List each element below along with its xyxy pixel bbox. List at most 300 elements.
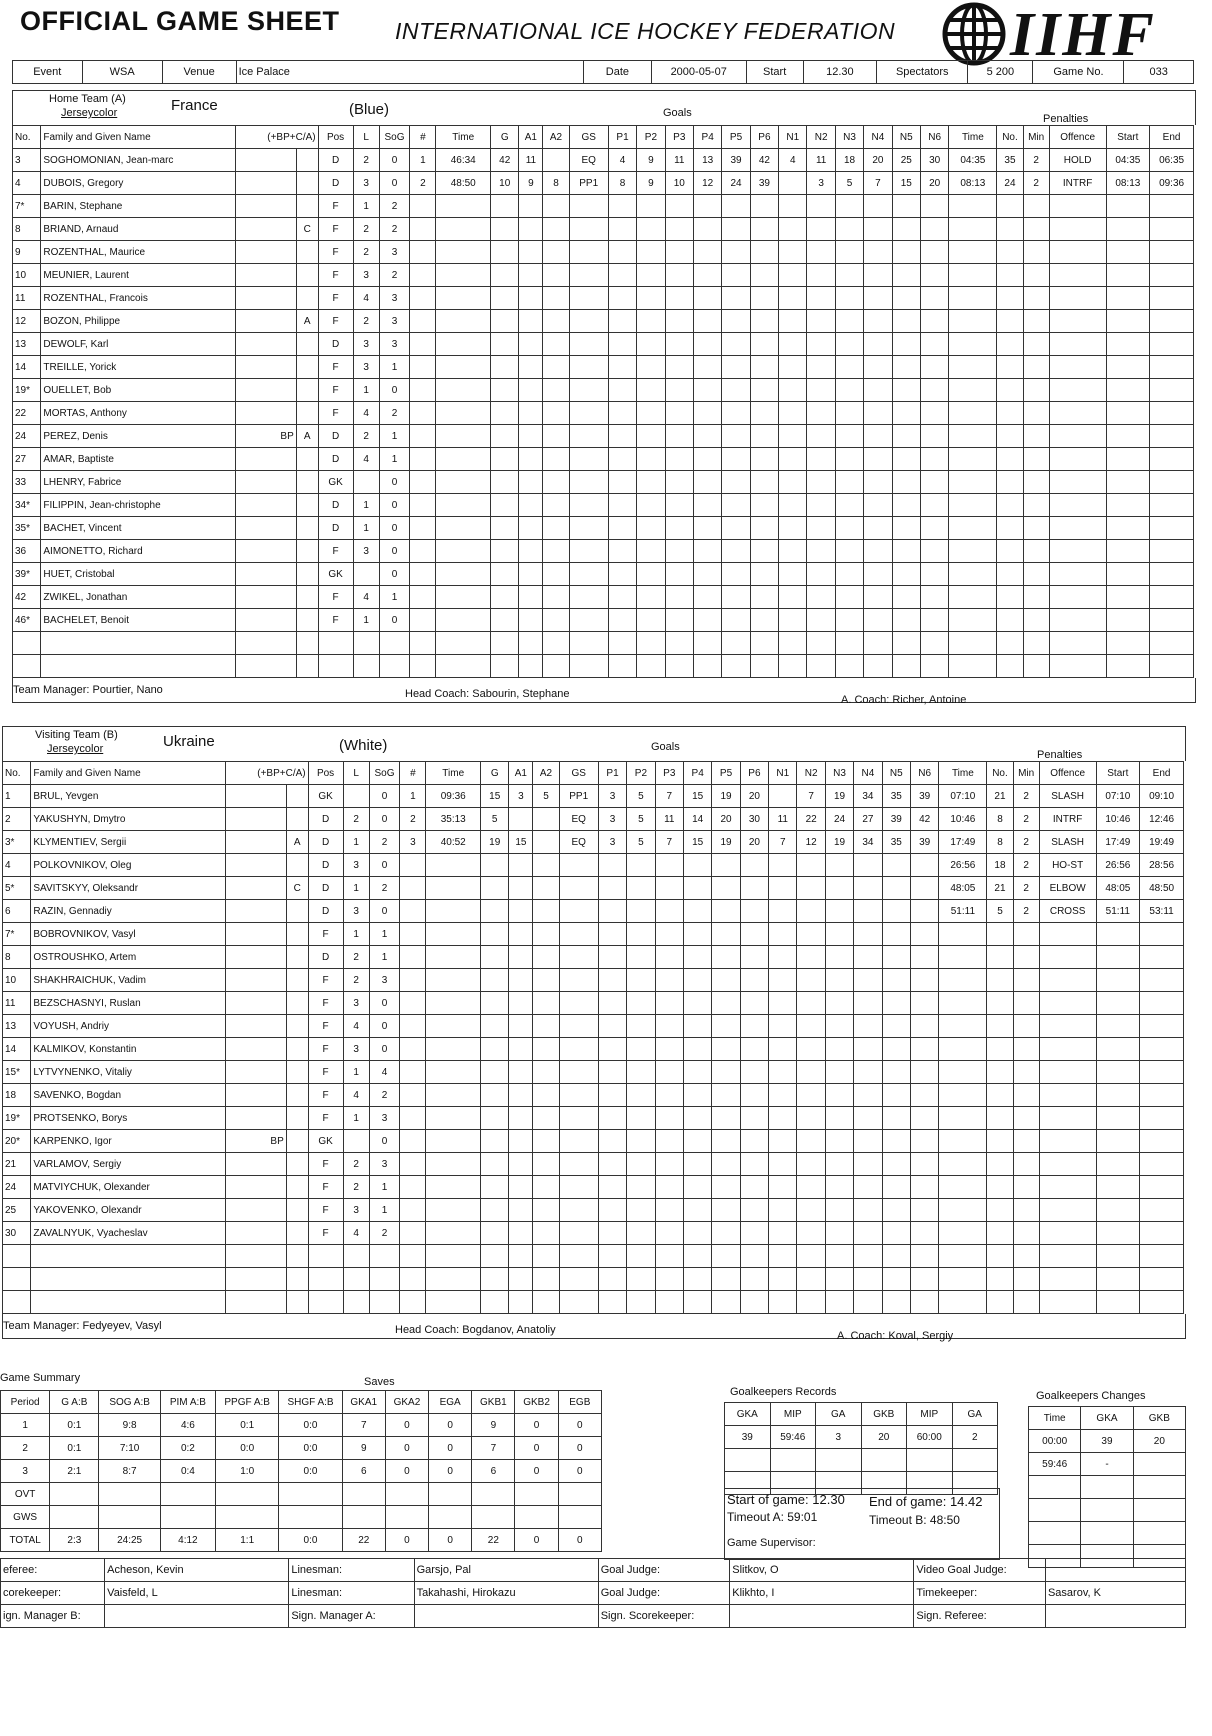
goal-cell <box>665 563 693 586</box>
goal-cell <box>920 356 948 379</box>
goal-cell <box>882 1291 910 1314</box>
goal-cell <box>854 1153 882 1176</box>
summary-cell: 6 <box>472 1460 515 1483</box>
gk-changes-cell <box>1133 1476 1185 1499</box>
goal-cell <box>797 969 825 992</box>
summary-header-8: EGA <box>429 1391 472 1414</box>
goal-cell <box>410 287 436 310</box>
goal-cell <box>797 877 825 900</box>
penalty-cell <box>1039 1130 1096 1153</box>
penalty-cell: INTRF <box>1039 808 1096 831</box>
player-line <box>343 1245 369 1268</box>
summary-header-7: GKA2 <box>385 1391 428 1414</box>
table-row <box>13 195 1194 218</box>
penalty-cell <box>997 471 1023 494</box>
gk-changes-cell: 20 <box>1133 1430 1185 1453</box>
goal-cell <box>825 1268 853 1291</box>
goal-cell <box>410 563 436 586</box>
goal-cell <box>722 195 750 218</box>
penalty-cell <box>949 379 997 402</box>
goal-cell <box>769 900 797 923</box>
goal-cell <box>491 540 519 563</box>
goal-cell <box>400 946 426 969</box>
goal-cell <box>569 379 608 402</box>
player-pos: F <box>308 992 343 1015</box>
player-line: 1 <box>343 831 369 854</box>
goal-cell <box>569 195 608 218</box>
penalty-cell <box>987 1199 1013 1222</box>
player-line: 2 <box>343 969 369 992</box>
summary-cell <box>342 1506 385 1529</box>
player-ca: A <box>296 425 318 448</box>
goal-cell <box>920 563 948 586</box>
col-header-goal-7: P2 <box>637 126 665 149</box>
goal-cell <box>825 877 853 900</box>
goal-cell <box>665 471 693 494</box>
header-row <box>1 1391 602 1414</box>
summary-cell: 0 <box>558 1437 601 1460</box>
player-name: DUBOIS, Gregory <box>41 172 235 195</box>
penalty-cell: 09:36 <box>1150 172 1194 195</box>
col-header-goal-0: # <box>400 762 426 785</box>
goal-cell <box>693 540 721 563</box>
penalty-cell <box>997 379 1023 402</box>
player-name: LHENRY, Fabrice <box>41 471 235 494</box>
sign-manager-b-label: ign. Manager B: <box>1 1605 105 1628</box>
goal-cell <box>864 264 892 287</box>
goal-cell <box>882 1176 910 1199</box>
goal-cell <box>608 494 636 517</box>
goal-cell <box>665 218 693 241</box>
penalty-cell <box>1106 195 1150 218</box>
summary-cell: 0 <box>385 1529 428 1552</box>
goal-cell <box>797 1222 825 1245</box>
goal-cell <box>410 448 436 471</box>
penalty-cell <box>1023 609 1049 632</box>
goal-cell <box>693 655 721 678</box>
visitor-jersey-color: (White) <box>339 737 388 754</box>
penalty-cell <box>1023 218 1049 241</box>
penalty-cell <box>1106 655 1150 678</box>
table-row <box>3 785 1184 808</box>
goal-cell <box>436 402 491 425</box>
player-ca <box>286 1199 308 1222</box>
penalty-cell <box>1140 1245 1184 1268</box>
goal-cell <box>491 425 519 448</box>
summary-cell: 0:1 <box>216 1414 279 1437</box>
sign-referee-label: Sign. Referee: <box>914 1605 1046 1628</box>
event-info-table <box>12 60 1194 84</box>
goal-cell <box>825 946 853 969</box>
goal-cell <box>519 448 543 471</box>
goal-cell <box>665 517 693 540</box>
goal-cell <box>426 969 481 992</box>
goal-cell <box>683 969 711 992</box>
goal-cell: 39 <box>910 831 938 854</box>
goal-cell: 10 <box>665 172 693 195</box>
player-line: 4 <box>353 448 379 471</box>
player-sog: 0 <box>379 609 410 632</box>
goal-cell <box>598 1176 626 1199</box>
goal-cell <box>920 379 948 402</box>
goal-cell <box>797 1084 825 1107</box>
summary-header-5: SHGF A:B <box>279 1391 342 1414</box>
summary-cell <box>429 1483 472 1506</box>
goal-cell <box>400 1291 426 1314</box>
header-row <box>725 1403 998 1426</box>
gk-changes-cell: - <box>1081 1453 1133 1476</box>
goal-cell <box>693 333 721 356</box>
summary-cell: 0:0 <box>279 1414 342 1437</box>
col-header-name: Family and Given Name <box>31 762 225 785</box>
player-number: 24 <box>13 425 41 448</box>
goal-cell <box>559 1130 598 1153</box>
goal-cell <box>637 655 665 678</box>
goal-cell <box>854 1245 882 1268</box>
summary-cell: 0 <box>429 1460 472 1483</box>
player-pos: F <box>308 1015 343 1038</box>
penalty-cell <box>939 923 987 946</box>
penalty-cell: SLASH <box>1039 785 1096 808</box>
summary-cell: 3 <box>1 1460 50 1483</box>
goal-cell <box>559 1015 598 1038</box>
home-jersey-color: (Blue) <box>349 101 390 118</box>
col-header-goal-9: P4 <box>693 126 721 149</box>
penalty-cell: HOLD <box>1049 149 1106 172</box>
goal-cell <box>882 1222 910 1245</box>
col-header-name: Family and Given Name <box>41 126 235 149</box>
penalty-cell <box>1106 425 1150 448</box>
goal-cell <box>637 379 665 402</box>
goal-cell <box>637 264 665 287</box>
goal-cell <box>722 287 750 310</box>
goal-cell <box>740 1291 768 1314</box>
goal-cell <box>769 1245 797 1268</box>
goal-cell <box>569 333 608 356</box>
goal-cell <box>481 946 509 969</box>
summary-cell: 0 <box>515 1414 558 1437</box>
goal-cell <box>797 1015 825 1038</box>
officials-table <box>0 1558 1186 1628</box>
goal-cell: 19 <box>481 831 509 854</box>
player-number: 2 <box>3 808 31 831</box>
summary-header-2: SOG A:B <box>99 1391 160 1414</box>
col-header-goal-4: A2 <box>533 762 559 785</box>
player-line: 4 <box>343 1084 369 1107</box>
goal-cell <box>892 310 920 333</box>
player-ca <box>296 448 318 471</box>
goal-cell <box>410 310 436 333</box>
goal-cell: 19 <box>825 831 853 854</box>
penalty-cell <box>1150 448 1194 471</box>
penalty-cell <box>939 1199 987 1222</box>
goal-cell <box>543 402 569 425</box>
start-value: 12.30 <box>803 61 877 84</box>
table-row <box>3 1107 1184 1130</box>
penalty-cell <box>1023 195 1049 218</box>
goal-cell <box>797 992 825 1015</box>
goal-cell <box>655 1084 683 1107</box>
penalty-cell <box>939 992 987 1015</box>
table-row <box>3 1268 1184 1291</box>
goal-cell <box>436 356 491 379</box>
home-penalties-title: Penalties <box>1043 113 1089 125</box>
goal-cell <box>722 218 750 241</box>
player-bp <box>235 402 296 425</box>
goal-cell <box>637 425 665 448</box>
goal-cell <box>655 969 683 992</box>
goal-cell <box>543 632 569 655</box>
penalty-cell <box>1049 586 1106 609</box>
goal-cell <box>509 1176 533 1199</box>
goal-cell <box>769 1130 797 1153</box>
player-line: 1 <box>353 517 379 540</box>
goal-cell <box>740 1176 768 1199</box>
summary-cell: 0 <box>429 1437 472 1460</box>
goal-cell <box>436 494 491 517</box>
penalty-cell <box>1039 923 1096 946</box>
goal-cell <box>608 425 636 448</box>
player-pos: F <box>308 1061 343 1084</box>
table-row <box>3 923 1184 946</box>
goal-cell <box>608 540 636 563</box>
goal-cell: 4 <box>608 149 636 172</box>
col-header-sog: SoG <box>369 762 400 785</box>
goal-cell <box>835 471 863 494</box>
penalty-cell <box>997 540 1023 563</box>
goal-cell <box>481 854 509 877</box>
penalty-cell: 19:49 <box>1140 831 1184 854</box>
goal-cell <box>665 195 693 218</box>
player-sog: 3 <box>379 333 410 356</box>
penalty-cell <box>1096 1038 1140 1061</box>
summary-cell: 0:4 <box>160 1460 215 1483</box>
goal-cell <box>864 540 892 563</box>
goal-cell <box>509 808 533 831</box>
player-name: SOGHOMONIAN, Jean-marc <box>41 149 235 172</box>
goal-cell <box>920 264 948 287</box>
penalty-cell <box>1013 1245 1039 1268</box>
goal-cell <box>598 1061 626 1084</box>
gk-changes-header-1: GKA <box>1081 1407 1133 1430</box>
table-row <box>3 992 1184 1015</box>
goal-cell <box>665 425 693 448</box>
player-number: 7* <box>13 195 41 218</box>
table-row <box>1 1506 602 1529</box>
goal-cell <box>892 655 920 678</box>
penalty-cell <box>949 448 997 471</box>
game-supervisor: Game Supervisor: <box>727 1537 816 1549</box>
penalty-cell <box>1039 1291 1096 1314</box>
goal-cell <box>655 1153 683 1176</box>
col-header-goal-17: N6 <box>910 762 938 785</box>
sign-scorekeeper-label: Sign. Scorekeeper: <box>598 1605 730 1628</box>
table-row <box>3 1038 1184 1061</box>
penalty-cell <box>1023 655 1049 678</box>
player-pos <box>308 1245 343 1268</box>
penalty-cell: 10:46 <box>939 808 987 831</box>
player-bp <box>225 1038 286 1061</box>
penalty-cell <box>1140 1084 1184 1107</box>
home-head-coach: Head Coach: Sabourin, Stephane <box>405 688 570 700</box>
player-pos: F <box>318 287 353 310</box>
penalty-cell <box>1049 333 1106 356</box>
player-sog <box>379 632 410 655</box>
summary-cell: 1:1 <box>216 1529 279 1552</box>
goal-cell <box>509 1084 533 1107</box>
goal-cell <box>627 1061 655 1084</box>
penalty-cell <box>1096 1245 1140 1268</box>
penalty-cell <box>1106 379 1150 402</box>
goal-cell <box>807 218 835 241</box>
goal-cell <box>892 540 920 563</box>
goal-cell <box>519 540 543 563</box>
penalty-cell <box>1106 563 1150 586</box>
summary-cell: 0 <box>558 1529 601 1552</box>
goal-cell <box>769 1153 797 1176</box>
goal-cell <box>693 609 721 632</box>
timekeeper-value: Sasarov, K <box>1045 1582 1185 1605</box>
goal-cell <box>637 517 665 540</box>
goal-cell <box>910 1061 938 1084</box>
summary-cell <box>99 1506 160 1529</box>
penalty-cell <box>1049 655 1106 678</box>
penalty-cell: 35 <box>997 149 1023 172</box>
goal-cell: 9 <box>637 172 665 195</box>
goal-cell <box>509 1061 533 1084</box>
penalty-cell <box>1150 195 1194 218</box>
goal-cell <box>519 563 543 586</box>
penalty-cell <box>1049 195 1106 218</box>
goal-cell: 35 <box>882 831 910 854</box>
goal-judge1-value: Slitkov, O <box>730 1559 914 1582</box>
summary-cell: 0:1 <box>50 1414 99 1437</box>
goal-cell <box>665 402 693 425</box>
goal-cell: 7 <box>769 831 797 854</box>
player-pos: GK <box>318 471 353 494</box>
penalty-cell <box>949 195 997 218</box>
penalty-cell <box>1039 1153 1096 1176</box>
penalty-cell <box>1023 471 1049 494</box>
gk-records-cell: 59:46 <box>770 1426 816 1449</box>
penalty-cell <box>1023 563 1049 586</box>
end-of-game: End of game: 14.42 <box>869 1494 983 1509</box>
player-line: 1 <box>343 1107 369 1130</box>
goal-cell <box>807 448 835 471</box>
goal-cell <box>910 900 938 923</box>
goal-cell <box>779 172 807 195</box>
goal-cell <box>543 287 569 310</box>
goal-cell <box>769 1015 797 1038</box>
gk-records-cell <box>861 1449 907 1472</box>
penalty-cell <box>1023 448 1049 471</box>
goal-cell <box>637 218 665 241</box>
goal-cell <box>712 1245 740 1268</box>
goal-cell <box>920 241 948 264</box>
player-ca <box>296 333 318 356</box>
table-row <box>13 471 1194 494</box>
goal-cell <box>559 1084 598 1107</box>
summary-cell <box>515 1506 558 1529</box>
goal-cell: 1 <box>410 149 436 172</box>
goal-cell <box>410 356 436 379</box>
summary-cell: 0 <box>385 1460 428 1483</box>
player-pos: GK <box>308 785 343 808</box>
goal-cell <box>436 333 491 356</box>
goal-cell: 42 <box>750 149 778 172</box>
player-name: VOYUSH, Andriy <box>31 1015 225 1038</box>
goal-cell <box>797 1107 825 1130</box>
player-line: 1 <box>353 494 379 517</box>
player-bp <box>225 1084 286 1107</box>
goal-cell <box>779 494 807 517</box>
visitor-team-manager: Team Manager: Fedyeyev, Vasyl <box>3 1320 162 1332</box>
player-name: SHAKHRAICHUK, Vadim <box>31 969 225 992</box>
gk-records-table <box>724 1402 998 1495</box>
player-bp <box>235 379 296 402</box>
goal-cell <box>835 632 863 655</box>
goal-cell <box>410 218 436 241</box>
goal-judge1-label: Goal Judge: <box>598 1559 730 1582</box>
goal-cell <box>910 946 938 969</box>
player-name: PROTSENKO, Borys <box>31 1107 225 1130</box>
summary-header-1: G A:B <box>50 1391 99 1414</box>
player-line: 1 <box>343 877 369 900</box>
goal-cell <box>426 1015 481 1038</box>
player-sog: 2 <box>379 195 410 218</box>
penalty-cell: 53:11 <box>1140 900 1184 923</box>
penalty-cell <box>939 1176 987 1199</box>
penalty-cell: 08:13 <box>949 172 997 195</box>
summary-cell: GWS <box>1 1506 50 1529</box>
col-header-goal-8: P3 <box>665 126 693 149</box>
table-row <box>3 900 1184 923</box>
goal-cell <box>569 517 608 540</box>
gk-changes-cell <box>1081 1499 1133 1522</box>
goal-cell: PP1 <box>569 172 608 195</box>
goal-cell <box>543 586 569 609</box>
summary-cell: 2:3 <box>50 1529 99 1552</box>
penalty-cell <box>1013 1199 1039 1222</box>
goal-cell <box>910 1153 938 1176</box>
player-sog: 3 <box>379 310 410 333</box>
player-pos: F <box>308 1107 343 1130</box>
summary-cell: 0:0 <box>279 1460 342 1483</box>
player-sog: 1 <box>379 586 410 609</box>
penalty-cell <box>939 1107 987 1130</box>
table-row <box>3 1222 1184 1245</box>
goal-cell <box>637 632 665 655</box>
goal-cell <box>533 854 559 877</box>
penalty-cell <box>949 287 997 310</box>
player-sog: 2 <box>369 877 400 900</box>
goal-cell <box>608 287 636 310</box>
summary-header-0: Period <box>1 1391 50 1414</box>
player-bp <box>235 586 296 609</box>
goal-cell <box>533 1015 559 1038</box>
goal-cell <box>910 1222 938 1245</box>
player-pos <box>318 655 353 678</box>
goal-cell <box>882 1084 910 1107</box>
player-pos: F <box>308 1176 343 1199</box>
goal-cell <box>920 586 948 609</box>
penalty-cell <box>1023 356 1049 379</box>
goal-cell <box>543 264 569 287</box>
goal-cell <box>693 448 721 471</box>
gk-changes-cell <box>1133 1522 1185 1545</box>
player-line <box>353 563 379 586</box>
penalty-cell: 2 <box>1013 785 1039 808</box>
